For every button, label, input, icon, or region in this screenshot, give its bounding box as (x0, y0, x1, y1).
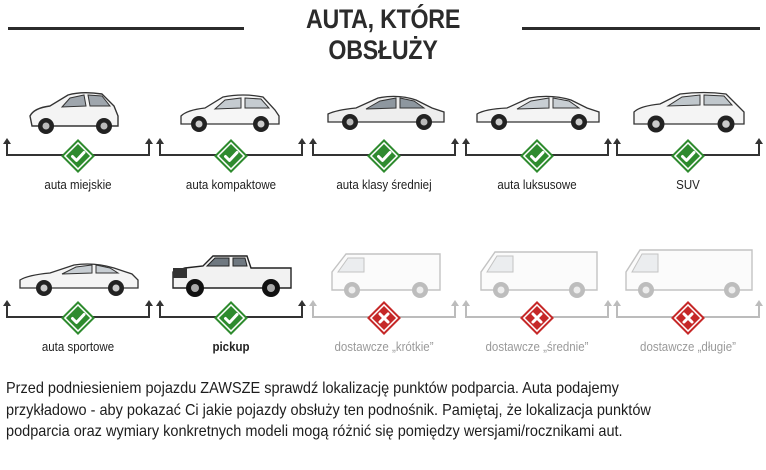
vehicle-label: SUV (676, 178, 700, 192)
luxury-car-icon (469, 86, 605, 136)
note-line: podparcia oraz wymiary konkretnych modeli mogą różnić się pomiędzy wersjami/rocznikami aut. (6, 423, 623, 441)
vehicle-item-long-van (612, 248, 764, 358)
sports-car-icon (10, 248, 146, 298)
vehicle-item-pickup (155, 248, 307, 358)
cross-icon (519, 300, 555, 336)
sedan-icon (316, 86, 452, 136)
vehicle-label: auta luksusowe (497, 178, 577, 192)
medium-van-icon (469, 248, 605, 298)
header (0, 0, 766, 65)
vehicle-item-city-car (2, 86, 154, 196)
suv-icon (620, 86, 756, 136)
compact-car-icon (163, 86, 299, 136)
header-rule-right (522, 27, 760, 30)
vehicle-label: auta kompaktowe (185, 178, 277, 192)
support-points-note (6, 378, 762, 443)
vehicle-label: auta klasy średniej (336, 178, 432, 192)
check-icon (60, 138, 96, 174)
vehicle-label: pickup (212, 340, 250, 354)
check-icon (366, 138, 402, 174)
check-icon (213, 300, 249, 336)
vehicle-item-suv (612, 86, 764, 196)
note-line: Przed podniesieniem pojazdu ZAWSZE sprawdź lokalizację punktów podparcia. Auta podajemy (6, 380, 619, 397)
check-icon (519, 138, 555, 174)
header-rule-left (8, 27, 244, 30)
vehicle-item-medium-van (461, 248, 613, 358)
vehicle-label: dostawcze „krótkie” (334, 340, 434, 354)
vehicle-item-luxury-car (461, 86, 613, 196)
vehicle-label: dostawcze „długie” (640, 340, 736, 354)
vehicle-label: auta miejskie (44, 178, 112, 192)
vehicle-row-mixed (0, 248, 766, 360)
vehicle-item-compact-car (155, 86, 307, 196)
vehicle-item-sports-car (2, 248, 154, 358)
check-icon (670, 138, 706, 174)
check-icon (60, 300, 96, 336)
vehicle-label: dostawcze „średnie” (485, 340, 589, 354)
short-van-icon (316, 248, 452, 298)
pickup-truck-icon (163, 248, 299, 298)
vehicle-item-midsize-car (308, 86, 460, 196)
vehicle-item-short-van (308, 248, 460, 358)
check-icon (213, 138, 249, 174)
cross-icon (366, 300, 402, 336)
vehicle-row-supported (0, 86, 766, 196)
hatchback-icon (10, 86, 146, 136)
note-line: przykładowo - aby pokazać Ci jakie pojazdy obsłuży ten podnośnik. Pamiętaj, że lokalizacja punktów (6, 401, 651, 419)
long-van-icon (620, 248, 756, 298)
page-title: AUTA, KTÓRE OBSŁUŻY (305, 4, 461, 65)
vehicle-label: auta sportowe (41, 340, 115, 354)
cross-icon (670, 300, 706, 336)
